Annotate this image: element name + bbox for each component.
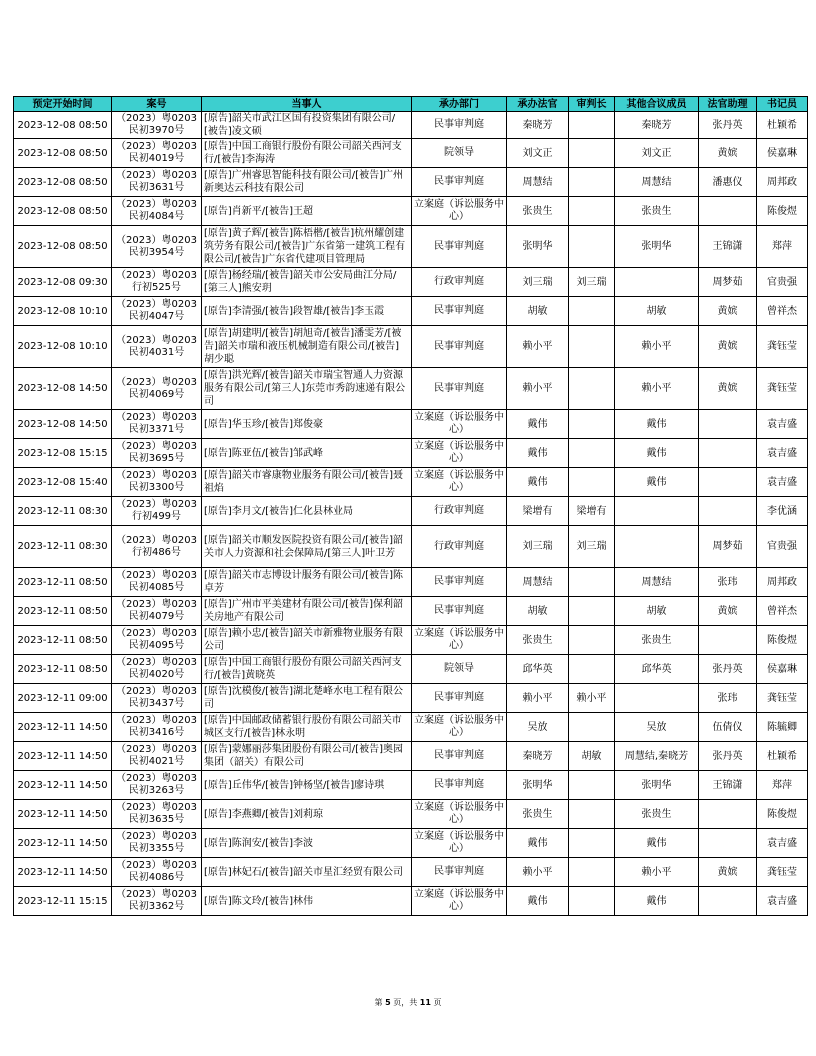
cell-judge: 邱华英 — [507, 655, 569, 684]
cell-judge-assistant — [699, 468, 757, 497]
cell-clerk: 陈俊煜 — [757, 626, 808, 655]
cell-judge-assistant — [699, 626, 757, 655]
cell-panel-members — [615, 268, 699, 297]
cell-judge: 赖小平 — [507, 326, 569, 368]
cell-department: 民事审判庭 — [412, 597, 507, 626]
cell-panel-members — [615, 684, 699, 713]
table-row — [14, 226, 808, 268]
cell-judge-assistant: 黄嫔 — [699, 326, 757, 368]
cell-case-number: （2023）粤0203民初3362号 — [112, 887, 202, 916]
cell-clerk: 袁吉盛 — [757, 468, 808, 497]
header-start-time: 预定开始时间 — [14, 97, 112, 112]
cell-parties: [原告]陈润安/[被告]李波 — [202, 829, 412, 858]
cell-judge-assistant: 黄嫔 — [699, 139, 757, 168]
cell-department: 立案庭（诉讼服务中心） — [412, 887, 507, 916]
cell-judge-assistant: 张丹英 — [699, 742, 757, 771]
cell-judge-assistant: 黄嫔 — [699, 368, 757, 410]
cell-chief-judge — [569, 139, 615, 168]
cell-clerk: 杜颖希 — [757, 742, 808, 771]
cell-judge: 刘三瑞 — [507, 526, 569, 568]
cell-parties: [原告]胡建明/[被告]胡旭奇/[被告]潘雯芳/[被告]韶关市瑞和液压机械制造有限公司/[被告]胡少聪 — [202, 326, 412, 368]
cell-panel-members: 周慧结 — [615, 568, 699, 597]
cell-parties: [原告]广州睿思智能科技有限公司/[被告]广州新奥达云科技有限公司 — [202, 168, 412, 197]
cell-panel-members: 戴伟 — [615, 439, 699, 468]
cell-start-time: 2023-12-08 09:30 — [14, 268, 112, 297]
cell-case-number: （2023）粤0203民初4019号 — [112, 139, 202, 168]
cell-clerk: 龚钰莹 — [757, 858, 808, 887]
cell-case-number: （2023）粤0203行初525号 — [112, 268, 202, 297]
cell-judge: 张贵生 — [507, 626, 569, 655]
cell-clerk: 官贵强 — [757, 268, 808, 297]
cell-start-time: 2023-12-11 15:15 — [14, 887, 112, 916]
table-row — [14, 568, 808, 597]
cell-judge-assistant: 黄嫔 — [699, 597, 757, 626]
cell-chief-judge: 刘三瑞 — [569, 526, 615, 568]
cell-case-number: （2023）粤0203民初3970号 — [112, 112, 202, 139]
cell-start-time: 2023-12-08 15:40 — [14, 468, 112, 497]
cell-panel-members — [615, 526, 699, 568]
cell-case-number: （2023）粤0203民初4047号 — [112, 297, 202, 326]
cell-case-number: （2023）粤0203民初3263号 — [112, 771, 202, 800]
table-row — [14, 139, 808, 168]
cell-panel-members: 戴伟 — [615, 887, 699, 916]
hearing-schedule-table — [13, 96, 808, 916]
cell-department: 民事审判庭 — [412, 297, 507, 326]
cell-department: 行政审判庭 — [412, 526, 507, 568]
cell-department: 立案庭（诉讼服务中心） — [412, 829, 507, 858]
cell-judge: 戴伟 — [507, 829, 569, 858]
header-panel-members: 其他合议成员 — [615, 97, 699, 112]
cell-chief-judge — [569, 168, 615, 197]
cell-case-number: （2023）粤0203民初3355号 — [112, 829, 202, 858]
table-row — [14, 626, 808, 655]
cell-panel-members: 胡敏 — [615, 597, 699, 626]
cell-case-number: （2023）粤0203民初4020号 — [112, 655, 202, 684]
cell-parties: [原告]韶关市睿康物业服务有限公司/[被告]聂祖焰 — [202, 468, 412, 497]
cell-judge: 刘文正 — [507, 139, 569, 168]
cell-judge: 赖小平 — [507, 858, 569, 887]
cell-parties: [原告]沈模俊/[被告]湖北楚峰水电工程有限公司 — [202, 684, 412, 713]
cell-case-number: （2023）粤0203民初3371号 — [112, 410, 202, 439]
cell-parties: [原告]蒙娜丽莎集团股份有限公司/[被告]奥园集团（韶关）有限公司 — [202, 742, 412, 771]
cell-parties: [原告]韶关市武江区国有投资集团有限公司/[被告]凌文硕 — [202, 112, 412, 139]
cell-chief-judge: 赖小平 — [569, 684, 615, 713]
cell-panel-members: 周慧结 — [615, 168, 699, 197]
cell-case-number: （2023）粤0203民初4079号 — [112, 597, 202, 626]
table-row — [14, 597, 808, 626]
cell-chief-judge — [569, 410, 615, 439]
cell-panel-members — [615, 497, 699, 526]
header-row — [14, 97, 808, 112]
cell-parties: [原告]韶关市志博设计服务有限公司/[被告]陈卓芳 — [202, 568, 412, 597]
cell-chief-judge — [569, 197, 615, 226]
cell-clerk: 侯嘉琳 — [757, 139, 808, 168]
cell-clerk: 龚钰莹 — [757, 326, 808, 368]
cell-chief-judge — [569, 858, 615, 887]
table-row — [14, 829, 808, 858]
cell-judge-assistant: 张玮 — [699, 568, 757, 597]
table-row — [14, 168, 808, 197]
cell-judge-assistant — [699, 800, 757, 829]
table-row — [14, 197, 808, 226]
cell-judge: 戴伟 — [507, 887, 569, 916]
cell-panel-members: 刘文正 — [615, 139, 699, 168]
cell-chief-judge: 梁增有 — [569, 497, 615, 526]
cell-department: 民事审判庭 — [412, 684, 507, 713]
table-row — [14, 268, 808, 297]
header-case-number: 案号 — [112, 97, 202, 112]
cell-department: 民事审判庭 — [412, 368, 507, 410]
table-row — [14, 887, 808, 916]
header-parties: 当事人 — [202, 97, 412, 112]
cell-judge: 刘三瑞 — [507, 268, 569, 297]
cell-clerk: 郑萍 — [757, 226, 808, 268]
cell-judge: 周慧结 — [507, 568, 569, 597]
table-row — [14, 368, 808, 410]
cell-judge-assistant: 张丹英 — [699, 112, 757, 139]
table-row — [14, 771, 808, 800]
cell-case-number: （2023）粤0203民初4095号 — [112, 626, 202, 655]
cell-case-number: （2023）粤0203民初4021号 — [112, 742, 202, 771]
cell-case-number: （2023）粤0203民初3695号 — [112, 439, 202, 468]
cell-judge: 张贵生 — [507, 800, 569, 829]
cell-start-time: 2023-12-08 08:50 — [14, 197, 112, 226]
cell-parties: [原告]华玉珍/[被告]郑俊豪 — [202, 410, 412, 439]
cell-clerk: 曾祥杰 — [757, 297, 808, 326]
cell-chief-judge: 胡敏 — [569, 742, 615, 771]
cell-clerk: 龚钰莹 — [757, 684, 808, 713]
cell-department: 立案庭（诉讼服务中心） — [412, 800, 507, 829]
cell-department: 院领导 — [412, 655, 507, 684]
cell-start-time: 2023-12-11 08:50 — [14, 655, 112, 684]
cell-chief-judge — [569, 829, 615, 858]
cell-department: 立案庭（诉讼服务中心） — [412, 468, 507, 497]
table-row — [14, 326, 808, 368]
cell-chief-judge — [569, 368, 615, 410]
cell-start-time: 2023-12-08 10:10 — [14, 297, 112, 326]
cell-panel-members: 胡敏 — [615, 297, 699, 326]
cell-clerk: 杜颖希 — [757, 112, 808, 139]
cell-panel-members: 赖小平 — [615, 368, 699, 410]
cell-parties: [原告]中国工商银行股份有限公司韶关西河支行/[被告]李海涛 — [202, 139, 412, 168]
cell-judge: 胡敏 — [507, 297, 569, 326]
cell-parties: [原告]中国工商银行股份有限公司韶关西河支行/[被告]黄晓英 — [202, 655, 412, 684]
cell-parties: [原告]洪光辉/[被告]韶关市瑞宝智通人力资源服务有限公司/[第三人]东莞市秀韵速递有限公司 — [202, 368, 412, 410]
cell-panel-members: 张明华 — [615, 771, 699, 800]
cell-clerk: 曾祥杰 — [757, 597, 808, 626]
cell-judge: 秦晓芳 — [507, 742, 569, 771]
cell-parties: [原告]肖新平/[被告]王超 — [202, 197, 412, 226]
cell-judge-assistant: 周梦茹 — [699, 526, 757, 568]
cell-panel-members: 赖小平 — [615, 858, 699, 887]
cell-panel-members: 张贵生 — [615, 800, 699, 829]
cell-panel-members: 秦晓芳 — [615, 112, 699, 139]
header-judge: 承办法官 — [507, 97, 569, 112]
cell-case-number: （2023）粤0203民初4069号 — [112, 368, 202, 410]
header-chief-judge: 审判长 — [569, 97, 615, 112]
cell-judge-assistant — [699, 197, 757, 226]
cell-chief-judge — [569, 439, 615, 468]
cell-parties: [原告]李清强/[被告]段智雄/[被告]李玉霞 — [202, 297, 412, 326]
cell-parties: [原告]林妃石/[被告]韶关市星汇经贸有限公司 — [202, 858, 412, 887]
cell-parties: [原告]中国邮政储蓄银行股份有限公司韶关市城区支行/[被告]林永明 — [202, 713, 412, 742]
cell-judge-assistant — [699, 497, 757, 526]
cell-parties: [原告]广州市平美建材有限公司/[被告]保利韶关房地产有限公司 — [202, 597, 412, 626]
cell-panel-members: 张贵生 — [615, 197, 699, 226]
cell-judge-assistant: 周梦茹 — [699, 268, 757, 297]
cell-chief-judge — [569, 655, 615, 684]
table-row — [14, 410, 808, 439]
cell-chief-judge — [569, 297, 615, 326]
cell-judge: 张明华 — [507, 226, 569, 268]
cell-panel-members: 戴伟 — [615, 410, 699, 439]
cell-start-time: 2023-12-08 08:50 — [14, 139, 112, 168]
cell-chief-judge — [569, 468, 615, 497]
cell-judge-assistant — [699, 829, 757, 858]
cell-start-time: 2023-12-11 08:50 — [14, 597, 112, 626]
cell-parties: [原告]陈亚伍/[被告]邹武峰 — [202, 439, 412, 468]
cell-case-number: （2023）粤0203民初4085号 — [112, 568, 202, 597]
cell-department: 立案庭（诉讼服务中心） — [412, 439, 507, 468]
cell-clerk: 郑萍 — [757, 771, 808, 800]
cell-start-time: 2023-12-11 14:50 — [14, 771, 112, 800]
cell-panel-members: 张明华 — [615, 226, 699, 268]
footer-prefix: 第 — [374, 998, 383, 1007]
table-row — [14, 655, 808, 684]
cell-chief-judge — [569, 713, 615, 742]
cell-chief-judge — [569, 226, 615, 268]
cell-start-time: 2023-12-11 09:00 — [14, 684, 112, 713]
cell-judge-assistant: 王锦潇 — [699, 226, 757, 268]
cell-start-time: 2023-12-11 08:30 — [14, 526, 112, 568]
cell-clerk: 官贵强 — [757, 526, 808, 568]
cell-panel-members: 邱华英 — [615, 655, 699, 684]
cell-panel-members: 戴伟 — [615, 468, 699, 497]
table-row — [14, 713, 808, 742]
cell-judge: 戴伟 — [507, 410, 569, 439]
cell-judge: 梁增有 — [507, 497, 569, 526]
cell-department: 院领导 — [412, 139, 507, 168]
cell-case-number: （2023）粤0203民初3416号 — [112, 713, 202, 742]
cell-case-number: （2023）粤0203行初486号 — [112, 526, 202, 568]
cell-start-time: 2023-12-11 08:50 — [14, 568, 112, 597]
cell-parties: [原告]李月文/[被告]仁化县林业局 — [202, 497, 412, 526]
cell-judge-assistant: 伍倩仪 — [699, 713, 757, 742]
cell-judge: 赖小平 — [507, 368, 569, 410]
cell-case-number: （2023）粤0203民初4031号 — [112, 326, 202, 368]
footer-total-pages: 11 — [419, 998, 431, 1007]
cell-clerk: 李优涵 — [757, 497, 808, 526]
cell-department: 民事审判庭 — [412, 742, 507, 771]
cell-case-number: （2023）粤0203民初3635号 — [112, 800, 202, 829]
footer-middle: 页，共 — [393, 998, 418, 1007]
page-footer — [0, 998, 816, 1008]
cell-judge: 赖小平 — [507, 684, 569, 713]
cell-judge-assistant: 王锦潇 — [699, 771, 757, 800]
table-row — [14, 742, 808, 771]
header-clerk: 书记员 — [757, 97, 808, 112]
header-judge-assistant: 法官助理 — [699, 97, 757, 112]
table-row — [14, 858, 808, 887]
cell-judge-assistant: 黄嫔 — [699, 858, 757, 887]
cell-chief-judge — [569, 112, 615, 139]
table-row — [14, 297, 808, 326]
cell-clerk: 袁吉盛 — [757, 410, 808, 439]
cell-judge-assistant: 黄嫔 — [699, 297, 757, 326]
table-row — [14, 526, 808, 568]
cell-start-time: 2023-12-08 08:50 — [14, 226, 112, 268]
cell-department: 立案庭（诉讼服务中心） — [412, 410, 507, 439]
cell-chief-judge — [569, 771, 615, 800]
cell-parties: [原告]陈文玲/[被告]林伟 — [202, 887, 412, 916]
cell-parties: [原告]赖小忠/[被告]韶关市新雅物业服务有限公司 — [202, 626, 412, 655]
cell-clerk: 龚钰莹 — [757, 368, 808, 410]
cell-start-time: 2023-12-11 08:50 — [14, 626, 112, 655]
cell-panel-members: 赖小平 — [615, 326, 699, 368]
cell-case-number: （2023）粤0203民初3631号 — [112, 168, 202, 197]
cell-chief-judge — [569, 887, 615, 916]
cell-department: 行政审判庭 — [412, 497, 507, 526]
cell-case-number: （2023）粤0203民初3954号 — [112, 226, 202, 268]
cell-judge: 吴放 — [507, 713, 569, 742]
cell-panel-members: 戴伟 — [615, 829, 699, 858]
cell-panel-members: 张贵生 — [615, 626, 699, 655]
cell-case-number: （2023）粤0203民初4084号 — [112, 197, 202, 226]
cell-chief-judge — [569, 800, 615, 829]
header-department: 承办部门 — [412, 97, 507, 112]
cell-clerk: 袁吉盛 — [757, 887, 808, 916]
cell-panel-members: 周慧结,秦晓芳 — [615, 742, 699, 771]
cell-department: 民事审判庭 — [412, 326, 507, 368]
footer-suffix: 页 — [433, 998, 442, 1007]
cell-start-time: 2023-12-08 08:50 — [14, 168, 112, 197]
cell-chief-judge — [569, 326, 615, 368]
table-row — [14, 800, 808, 829]
cell-department: 立案庭（诉讼服务中心） — [412, 713, 507, 742]
cell-start-time: 2023-12-08 14:50 — [14, 410, 112, 439]
cell-clerk: 侯嘉琳 — [757, 655, 808, 684]
cell-case-number: （2023）粤0203民初3437号 — [112, 684, 202, 713]
cell-clerk: 袁吉盛 — [757, 439, 808, 468]
cell-judge-assistant: 潘惠仪 — [699, 168, 757, 197]
cell-clerk: 袁吉盛 — [757, 829, 808, 858]
cell-parties: [原告]丘伟华/[被告]钟杨坚/[被告]廖诗琪 — [202, 771, 412, 800]
cell-judge: 周慧结 — [507, 168, 569, 197]
cell-case-number: （2023）粤0203民初4086号 — [112, 858, 202, 887]
cell-judge-assistant — [699, 887, 757, 916]
cell-clerk: 陈俊煜 — [757, 800, 808, 829]
cell-judge: 秦晓芳 — [507, 112, 569, 139]
cell-department: 立案庭（诉讼服务中心） — [412, 197, 507, 226]
cell-judge: 张贵生 — [507, 197, 569, 226]
cell-start-time: 2023-12-11 14:50 — [14, 858, 112, 887]
cell-judge: 胡敏 — [507, 597, 569, 626]
cell-start-time: 2023-12-11 14:50 — [14, 829, 112, 858]
cell-start-time: 2023-12-08 08:50 — [14, 112, 112, 139]
cell-case-number: （2023）粤0203民初3300号 — [112, 468, 202, 497]
table-row — [14, 497, 808, 526]
cell-parties: [原告]韶关市顺发医院投资有限公司/[被告]韶关市人力资源和社会保障局/[第三人]叶卫芳 — [202, 526, 412, 568]
cell-judge-assistant — [699, 410, 757, 439]
cell-judge: 戴伟 — [507, 439, 569, 468]
cell-department: 民事审判庭 — [412, 771, 507, 800]
cell-department: 民事审判庭 — [412, 568, 507, 597]
table-row — [14, 439, 808, 468]
cell-department: 民事审判庭 — [412, 112, 507, 139]
cell-judge: 戴伟 — [507, 468, 569, 497]
cell-parties: [原告]李燕卿/[被告]刘莉琼 — [202, 800, 412, 829]
cell-judge: 张明华 — [507, 771, 569, 800]
cell-clerk: 周邦政 — [757, 568, 808, 597]
cell-clerk: 陈毓卿 — [757, 713, 808, 742]
cell-start-time: 2023-12-08 10:10 — [14, 326, 112, 368]
table-row — [14, 468, 808, 497]
table-row — [14, 112, 808, 139]
cell-chief-judge — [569, 597, 615, 626]
cell-chief-judge — [569, 568, 615, 597]
cell-start-time: 2023-12-08 15:15 — [14, 439, 112, 468]
cell-department: 行政审判庭 — [412, 268, 507, 297]
table-row — [14, 684, 808, 713]
cell-department: 民事审判庭 — [412, 168, 507, 197]
cell-chief-judge: 刘三瑞 — [569, 268, 615, 297]
cell-chief-judge — [569, 626, 615, 655]
cell-parties: [原告]黄子辉/[被告]陈梧楷/[被告]杭州耀创建筑劳务有限公司/[被告]广东省第一建筑工程有限公司/[被告]广东省代建项目管理局 — [202, 226, 412, 268]
cell-start-time: 2023-12-11 14:50 — [14, 800, 112, 829]
cell-department: 民事审判庭 — [412, 858, 507, 887]
cell-department: 立案庭（诉讼服务中心） — [412, 626, 507, 655]
cell-panel-members: 吴放 — [615, 713, 699, 742]
cell-clerk: 陈俊煜 — [757, 197, 808, 226]
cell-start-time: 2023-12-11 08:30 — [14, 497, 112, 526]
cell-judge-assistant: 张玮 — [699, 684, 757, 713]
footer-page-number: 5 — [385, 998, 391, 1007]
cell-case-number: （2023）粤0203行初499号 — [112, 497, 202, 526]
cell-parties: [原告]杨经瑞/[被告]韶关市公安局曲江分局/[第三人]熊安玥 — [202, 268, 412, 297]
cell-department: 民事审判庭 — [412, 226, 507, 268]
cell-start-time: 2023-12-11 14:50 — [14, 742, 112, 771]
cell-judge-assistant — [699, 439, 757, 468]
cell-start-time: 2023-12-08 14:50 — [14, 368, 112, 410]
cell-start-time: 2023-12-11 14:50 — [14, 713, 112, 742]
cell-judge-assistant: 张丹英 — [699, 655, 757, 684]
cell-clerk: 周邦政 — [757, 168, 808, 197]
